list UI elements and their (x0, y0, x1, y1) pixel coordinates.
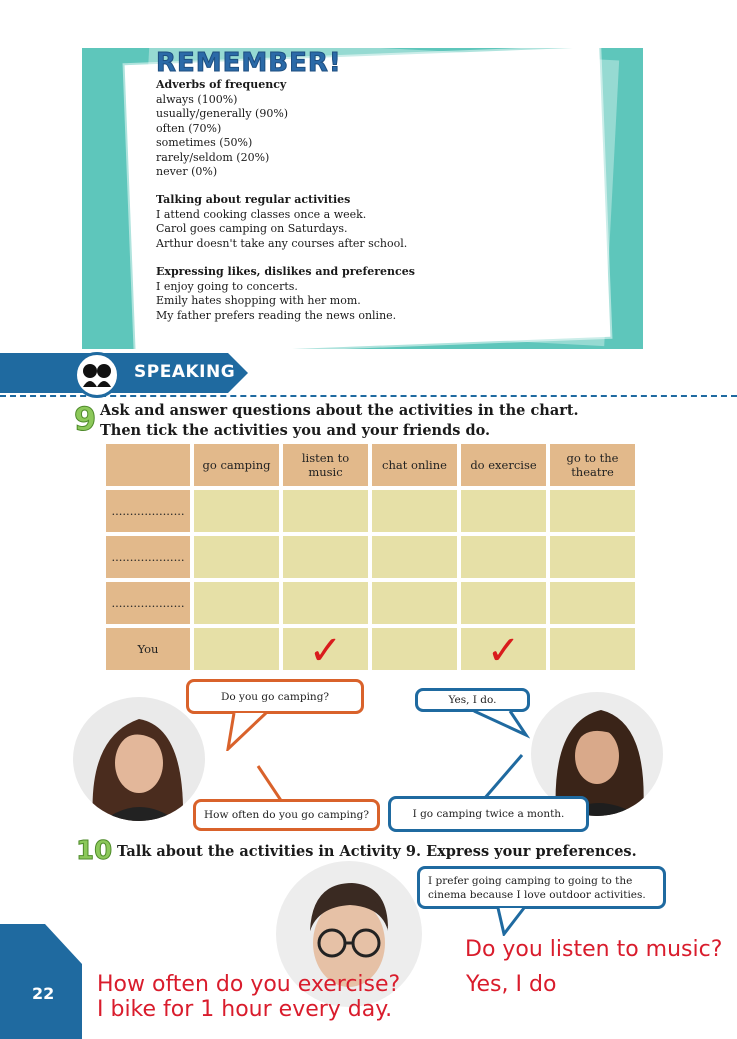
tick-cell[interactable] (372, 582, 457, 624)
tick-cell[interactable] (461, 490, 546, 532)
chart-header-cell: listen to music (283, 444, 368, 486)
chart-header-cell: do exercise (461, 444, 546, 486)
activities-item: Carol goes camping on Saturdays. (156, 222, 348, 235)
tick-cell[interactable] (372, 536, 457, 578)
tick-cell[interactable] (194, 582, 279, 624)
speaking-heads-icon (74, 352, 120, 398)
page-number: 22 (32, 984, 55, 1003)
note-question-left: How often do you exercise? (97, 972, 401, 997)
tick-cell[interactable] (461, 582, 546, 624)
tick-cell[interactable] (372, 490, 457, 532)
tick-cell[interactable] (283, 490, 368, 532)
chart-corner-cell (106, 444, 190, 486)
note-answer-right: Yes, I do (466, 972, 557, 997)
activity-chart (102, 440, 639, 674)
chart-row-you (106, 628, 635, 670)
likes-item: I enjoy going to concerts. (156, 279, 298, 293)
section-divider (0, 395, 737, 397)
preference-bubble: I prefer going camping to going to the cinema because I love outdoor activities. (417, 866, 666, 909)
tick-mark-icon: ✓ (308, 628, 343, 674)
likes-item: Emily hates shopping with her mom. (156, 294, 361, 307)
frequency-item: often (70%) (156, 121, 222, 135)
activity-9-instructions: Ask and answer questions about the activities in the chart. Then tick the activities you and your friends do. (100, 402, 579, 439)
question-bubble-2: How often do you go camping? (193, 799, 380, 831)
chart-header-cell: go to the theatre (550, 444, 635, 486)
tick-mark-icon: ✓ (486, 628, 521, 674)
tick-cell[interactable] (550, 628, 635, 670)
chart-header-cell: go camping (194, 444, 279, 486)
tick-cell[interactable] (550, 536, 635, 578)
page-corner (0, 924, 82, 1039)
bubble-tail (470, 709, 530, 739)
speaking-label: SPEAKING (134, 362, 236, 382)
bubble-tail (470, 753, 530, 801)
activity-10-instructions: Talk about the activities in Activity 9. Express your preferences. (117, 843, 637, 860)
tick-cell[interactable] (194, 536, 279, 578)
activities-item: Arthur doesn't take any courses after school. (156, 236, 408, 250)
tick-cell[interactable] (550, 490, 635, 532)
tick-cell[interactable] (550, 582, 635, 624)
activities-heading: Talking about regular activities (156, 193, 351, 206)
question-bubble-1: Do you go camping? (186, 679, 364, 714)
chart-header-row (106, 444, 635, 486)
tick-cell[interactable] (283, 536, 368, 578)
activities-item: I attend cooking classes once a week. (156, 207, 367, 221)
tick-cell[interactable] (283, 628, 368, 674)
woman-photo-left (73, 697, 205, 821)
chart-header-cell: chat online (372, 444, 457, 486)
tick-cell[interactable] (461, 536, 546, 578)
row-name-you: You (106, 628, 190, 670)
chart-row (106, 490, 635, 532)
bubble-tail (226, 711, 276, 751)
note-answer-left: I bike for 1 hour every day. (97, 997, 393, 1022)
frequency-item: usually/generally (90%) (156, 107, 289, 120)
tick-cell[interactable] (283, 582, 368, 624)
row-name-field[interactable]: .................... (106, 536, 190, 578)
row-name-field[interactable]: .................... (106, 582, 190, 624)
activity-10-number: 10 (76, 836, 113, 866)
tick-cell[interactable] (194, 490, 279, 532)
remember-title: REMEMBER! (156, 48, 342, 78)
likes-heading: Expressing likes, dislikes and preferences (156, 265, 415, 278)
frequency-item: always (100%) (156, 92, 238, 106)
tick-cell[interactable] (372, 628, 457, 670)
chart-row (106, 536, 635, 578)
remember-box (82, 48, 643, 349)
likes-item: My father prefers reading the news online. (156, 308, 397, 322)
bubble-tail (494, 906, 528, 936)
frequency-item: never (0%) (156, 165, 218, 178)
note-question-right: Do you listen to music? (465, 937, 723, 962)
chart-row (106, 582, 635, 624)
bubble-tail (252, 764, 312, 804)
frequency-heading: Adverbs of frequency (156, 78, 287, 91)
row-name-field[interactable]: .................... (106, 490, 190, 532)
answer-bubble-1: Yes, I do. (415, 688, 530, 712)
frequency-item: sometimes (50%) (156, 136, 253, 149)
activity-9-number: 9 (74, 400, 97, 438)
tick-cell[interactable] (194, 628, 279, 670)
tick-cell[interactable] (461, 628, 546, 674)
frequency-item: rarely/seldom (20%) (156, 150, 270, 164)
answer-bubble-2: I go camping twice a month. (388, 796, 589, 832)
